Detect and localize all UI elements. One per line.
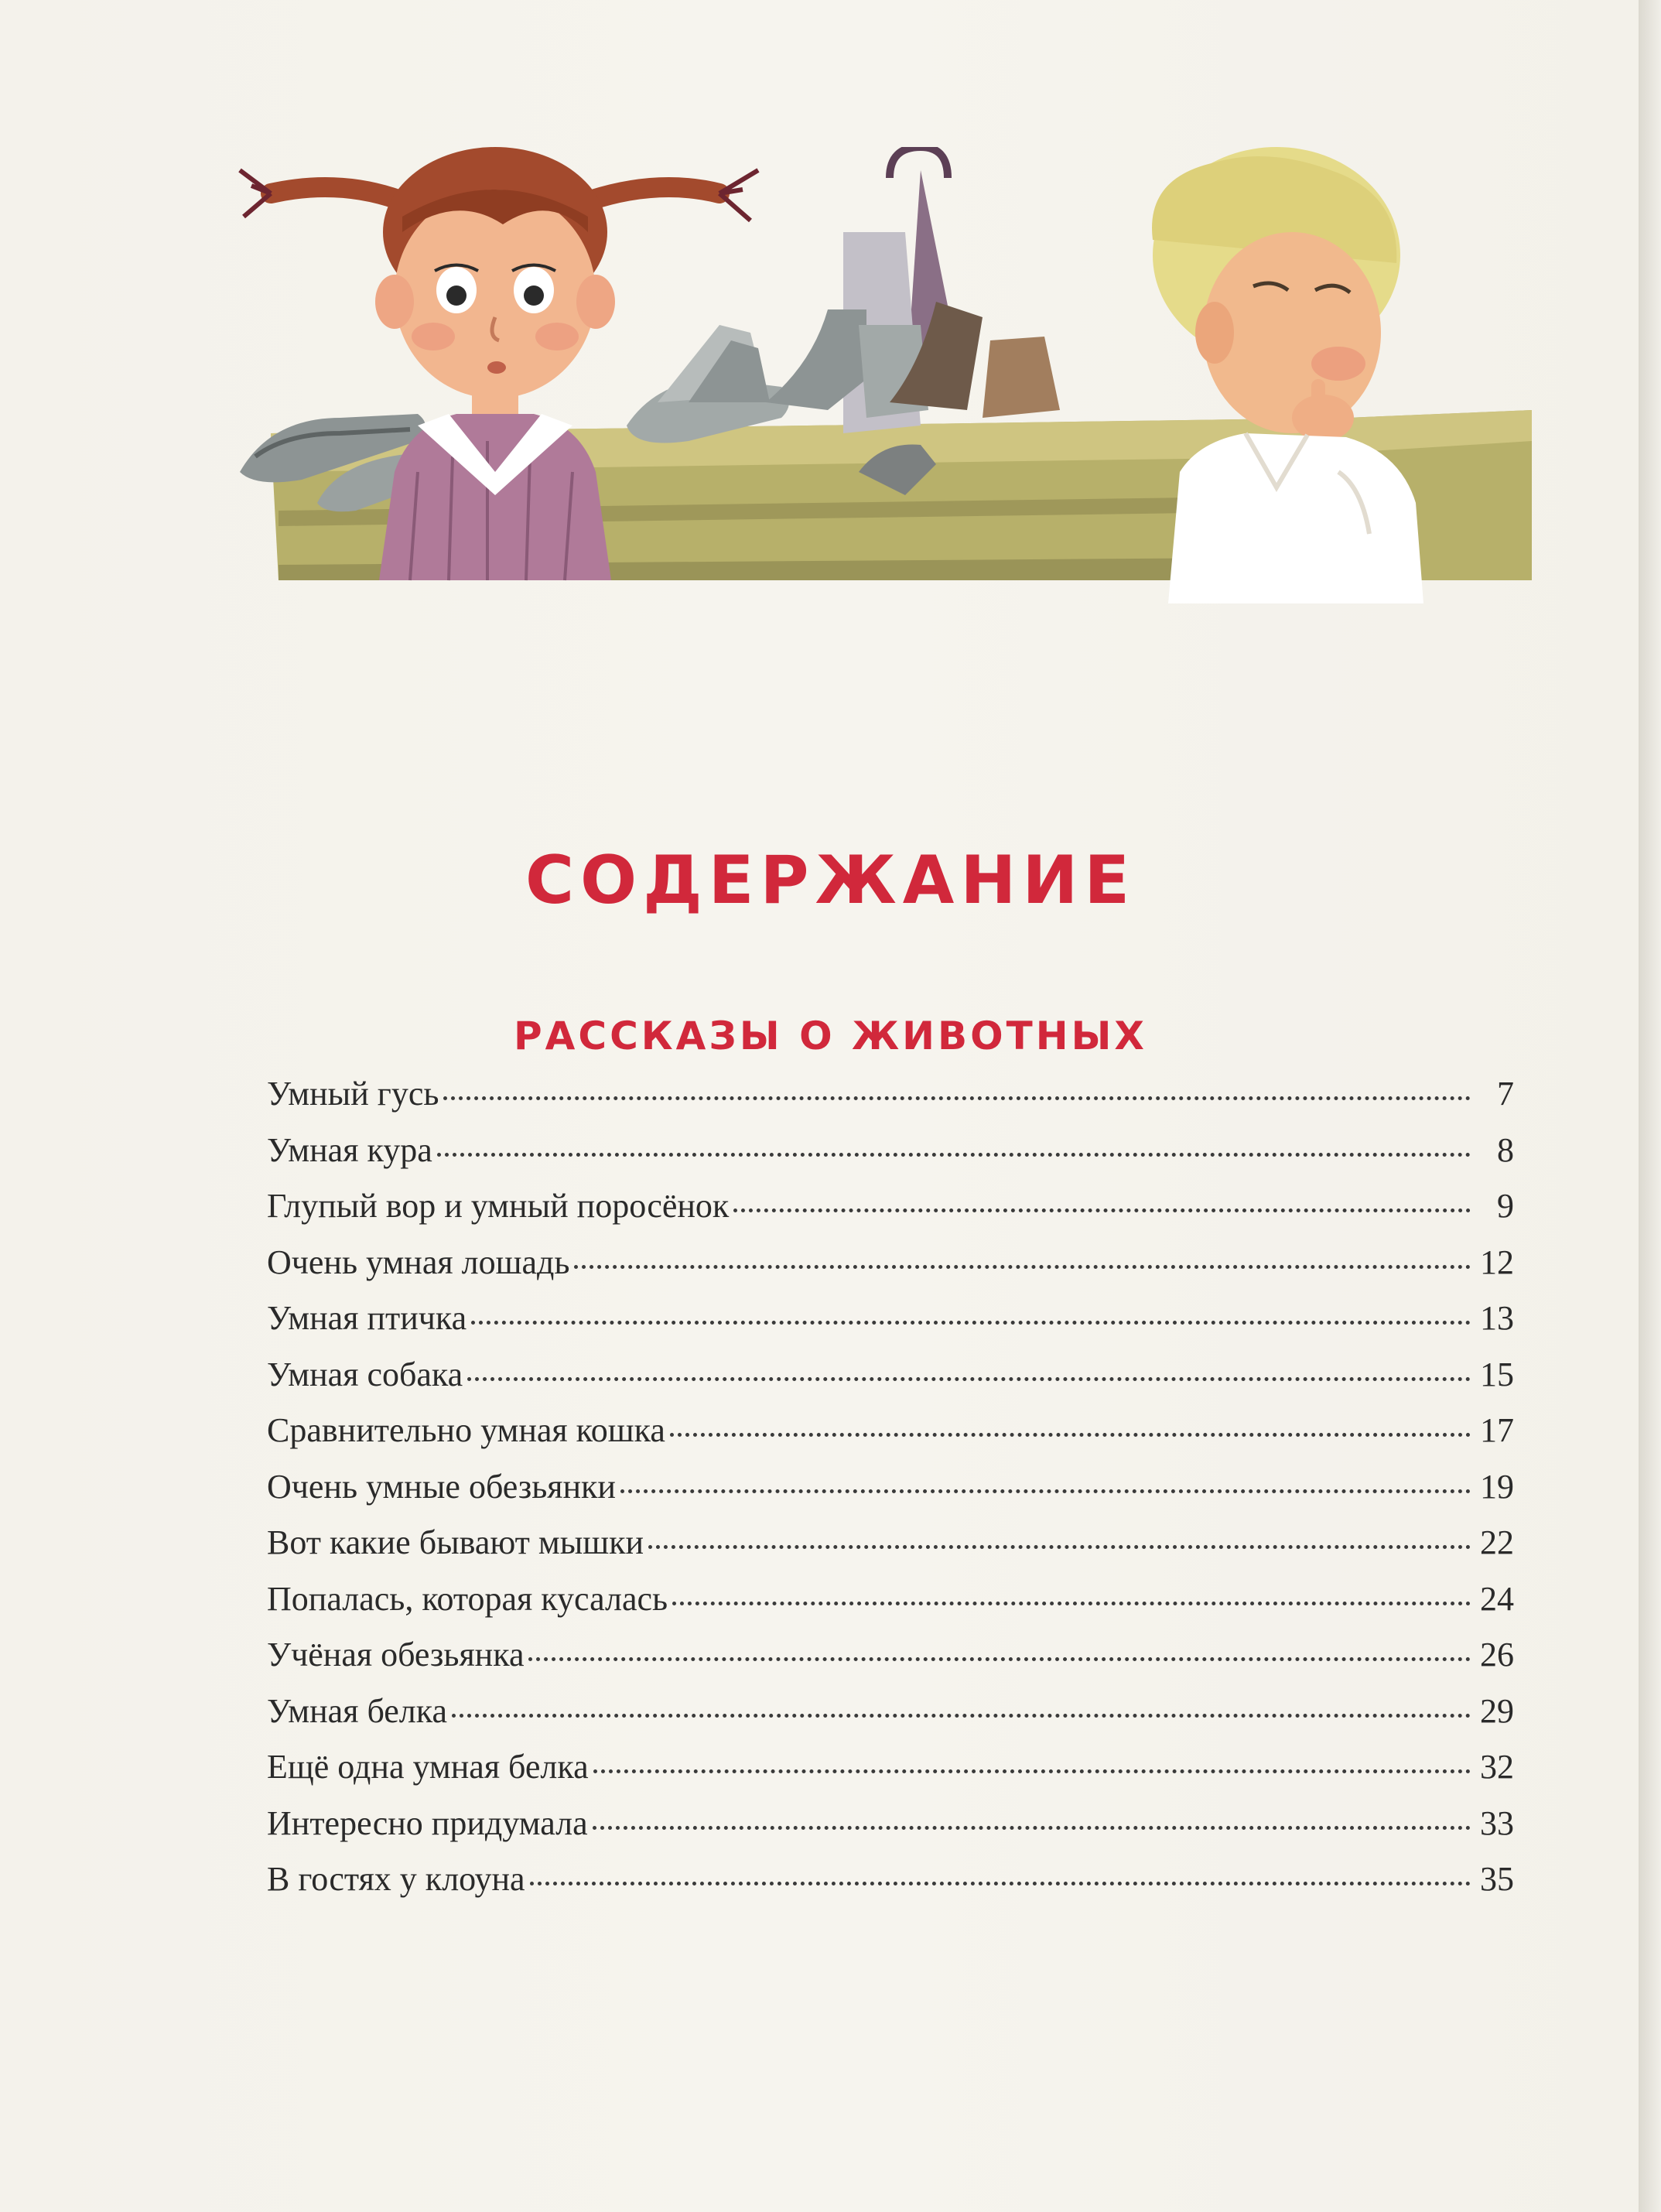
toc-entry-title: Сравнительно умная кошка [267, 1411, 665, 1449]
toc-entry[interactable] [267, 1627, 1514, 1684]
toc-entry-page: 9 [1497, 1187, 1514, 1225]
toc-entry-title: Умная белка [267, 1691, 447, 1730]
toc-entry-page: 33 [1480, 1803, 1514, 1842]
dotted-leader [620, 1489, 1471, 1493]
dotted-leader [471, 1321, 1471, 1325]
dotted-leader [593, 1826, 1471, 1830]
toc-entry-title: Ещё одна умная белка [267, 1748, 589, 1786]
dotted-leader [443, 1096, 1471, 1100]
toc-entry-title: Очень умная лошадь [267, 1243, 570, 1281]
toc-entry-page: 12 [1480, 1243, 1514, 1281]
dotted-leader [452, 1714, 1471, 1718]
dotted-leader [670, 1433, 1471, 1437]
toc-entry-title: Умная собака [267, 1355, 463, 1393]
page-title: СОДЕРЖАНИЕ [525, 841, 1136, 919]
toc-entry-page: 7 [1497, 1075, 1514, 1113]
toc-entry[interactable] [267, 1235, 1514, 1291]
dotted-leader [648, 1545, 1471, 1549]
toc-entry[interactable] [267, 1851, 1514, 1908]
toc-entry-title: Глупый вор и умный поросёнок [267, 1187, 730, 1225]
dotted-leader [530, 1882, 1471, 1885]
table-of-contents [267, 1066, 1514, 1908]
toc-entry[interactable] [267, 1739, 1514, 1796]
toc-entry-title: Очень умные обезьянки [267, 1467, 616, 1506]
toc-entry[interactable] [267, 1347, 1514, 1403]
toc-entry-page: 19 [1480, 1467, 1514, 1506]
toc-entry-page: 13 [1480, 1299, 1514, 1337]
toc-entry[interactable] [267, 1515, 1514, 1571]
header-illustration [224, 147, 1532, 603]
dotted-leader [593, 1769, 1471, 1773]
toc-entry[interactable] [267, 1178, 1514, 1235]
section-title: РАССКАЗЫ О ЖИВОТНЫХ [514, 1013, 1147, 1058]
toc-entry-title: Попалась, которая кусалась [267, 1579, 668, 1618]
toc-entry-page: 17 [1480, 1411, 1514, 1449]
toc-entry-title: Умная птичка [267, 1299, 467, 1337]
dotted-leader [528, 1657, 1471, 1661]
toc-entry[interactable] [267, 1403, 1514, 1459]
page-edge [1639, 0, 1661, 2212]
dotted-leader [437, 1153, 1471, 1157]
toc-entry[interactable] [267, 1066, 1514, 1123]
toc-entry-page: 15 [1480, 1355, 1514, 1393]
dotted-leader [574, 1265, 1471, 1269]
dotted-leader [467, 1377, 1471, 1381]
toc-entry[interactable] [267, 1123, 1514, 1179]
toc-entry[interactable] [267, 1291, 1514, 1347]
toc-entry-page: 35 [1480, 1860, 1514, 1898]
dotted-leader [733, 1209, 1471, 1212]
shoes-middle [627, 325, 789, 443]
toc-entry-title: В гостях у клоуна [267, 1860, 525, 1898]
toc-entry-title: Интересно придумала [267, 1803, 588, 1842]
toc-entry[interactable] [267, 1571, 1514, 1628]
toc-entry[interactable] [267, 1459, 1514, 1516]
toc-entry[interactable] [267, 1796, 1514, 1852]
toc-entry-title: Умная кура [267, 1130, 432, 1169]
toc-entry-title: Учёная обезьянка [267, 1636, 525, 1674]
toc-entry-page: 24 [1480, 1579, 1514, 1618]
toc-entry-page: 26 [1480, 1636, 1514, 1674]
toc-entry-page: 29 [1480, 1691, 1514, 1730]
dotted-leader [672, 1602, 1471, 1605]
toc-entry[interactable] [267, 1684, 1514, 1740]
toc-entry-title: Вот какие бывают мышки [267, 1523, 644, 1561]
toc-entry-page: 22 [1480, 1523, 1514, 1561]
toc-entry-page: 8 [1497, 1130, 1514, 1169]
toc-entry-title: Умный гусь [267, 1075, 439, 1113]
boy-figure [1152, 147, 1423, 603]
toc-entry-page: 32 [1480, 1748, 1514, 1786]
